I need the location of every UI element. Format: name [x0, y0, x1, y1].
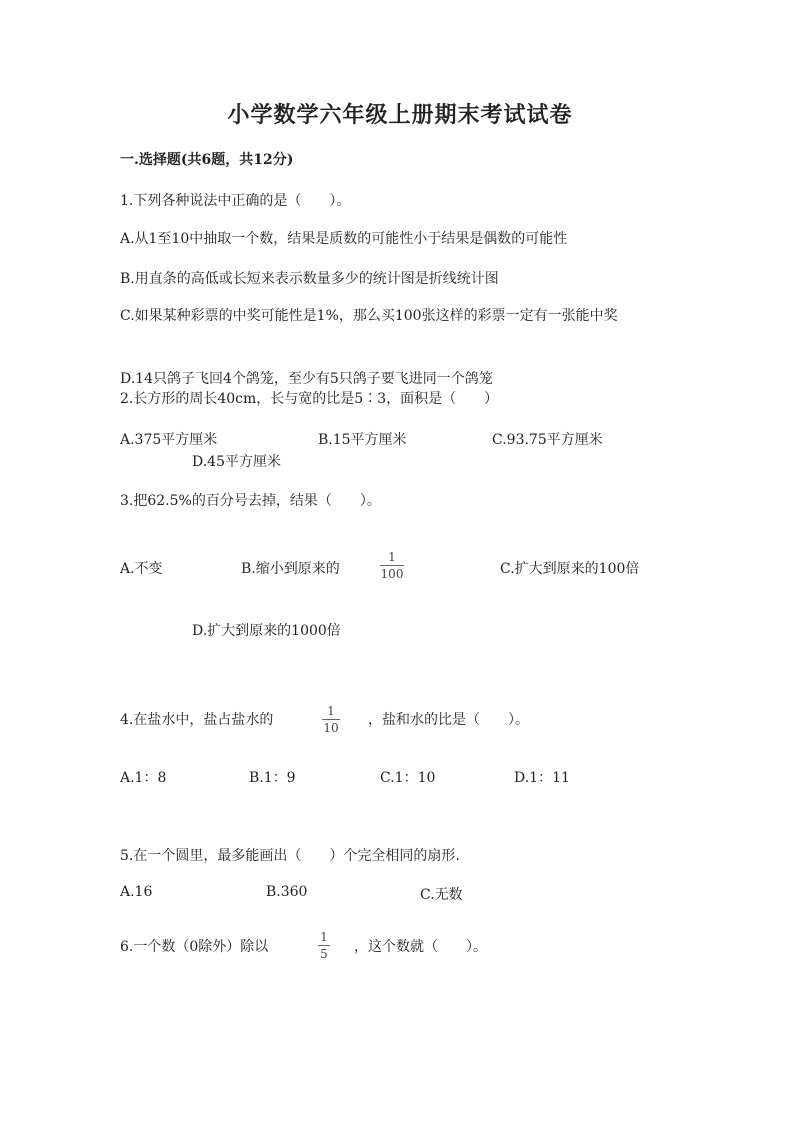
- question-3-option-b: B.缩小到原来的: [241, 561, 340, 577]
- fraction-denominator: 100: [380, 567, 404, 581]
- fraction-numerator: 1: [388, 550, 396, 564]
- question-2-option-a: A.375平方厘米: [120, 432, 218, 448]
- question-2-option-c: C.93.75平方厘米: [492, 432, 603, 448]
- question-5-option-a: A.16: [120, 884, 153, 900]
- page-title: 小学数学六年级上册期末考试试卷: [227, 102, 573, 128]
- question-6-fraction: [318, 930, 330, 961]
- fraction-bar: [380, 565, 404, 566]
- fraction-bar: [318, 945, 330, 946]
- question-4-option-c: C.1：10: [380, 770, 436, 786]
- question-4-option-b: B.1：9: [249, 770, 296, 786]
- question-1-option-c: C.如果某种彩票的中奖可能性是1%，那么买100张这样的彩票一定有一张能中奖: [120, 308, 618, 324]
- question-4-option-a: A.1：8: [120, 770, 167, 786]
- question-3-option-a: A.不变: [120, 561, 163, 577]
- question-4-fraction: [322, 704, 340, 735]
- question-1-option-b: B.用直条的高低或长短来表示数量多少的统计图是折线统计图: [120, 271, 499, 287]
- question-2-stem: 2.长方形的周长40cm，长与宽的比是5∶3，面积是（ ）: [120, 391, 499, 407]
- question-1-stem: 1.下列各种说法中正确的是（ ）。: [120, 193, 351, 209]
- fraction-numerator: 1: [327, 704, 335, 718]
- question-5-stem: 5.在一个圆里，最多能画出（ ）个完全相同的扇形.: [120, 848, 460, 864]
- question-5-option-c: C.无数: [420, 887, 463, 903]
- question-4-option-d: D.1：11: [514, 770, 570, 786]
- question-1-option-d: D.14只鸽子飞回4个鸽笼，至少有5只鸽子要飞进同一个鸽笼: [120, 371, 493, 387]
- question-2-option-b: B.15平方厘米: [318, 432, 407, 448]
- question-4-stem-end: ，盐和水的比是（ ）。: [368, 712, 529, 728]
- question-2-option-d: D.45平方厘米: [192, 454, 281, 470]
- fraction-denominator: 5: [320, 947, 328, 961]
- fraction-bar: [322, 719, 340, 720]
- question-3-stem: 3.把62.5%的百分号去掉，结果（ ）。: [120, 493, 381, 509]
- question-1-option-a: A.从1至10中抽取一个数，结果是质数的可能性小于结果是偶数的可能性: [120, 231, 568, 247]
- question-6-stem-end: ，这个数就（ ）。: [354, 939, 487, 955]
- fraction-numerator: 1: [320, 930, 328, 944]
- question-3-fraction: [380, 550, 404, 581]
- section-header: 一.选择题(共6题，共12分): [120, 152, 294, 168]
- question-5-option-b: B.360: [266, 884, 308, 900]
- question-4-stem-start: 4.在盐水中，盐占盐水的: [120, 712, 274, 728]
- question-6-stem-start: 6.一个数（0除外）除以: [120, 939, 269, 955]
- question-3-option-d: D.扩大到原来的1000倍: [192, 623, 341, 639]
- question-3-option-c: C.扩大到原来的100倍: [500, 561, 640, 577]
- fraction-denominator: 10: [323, 721, 339, 735]
